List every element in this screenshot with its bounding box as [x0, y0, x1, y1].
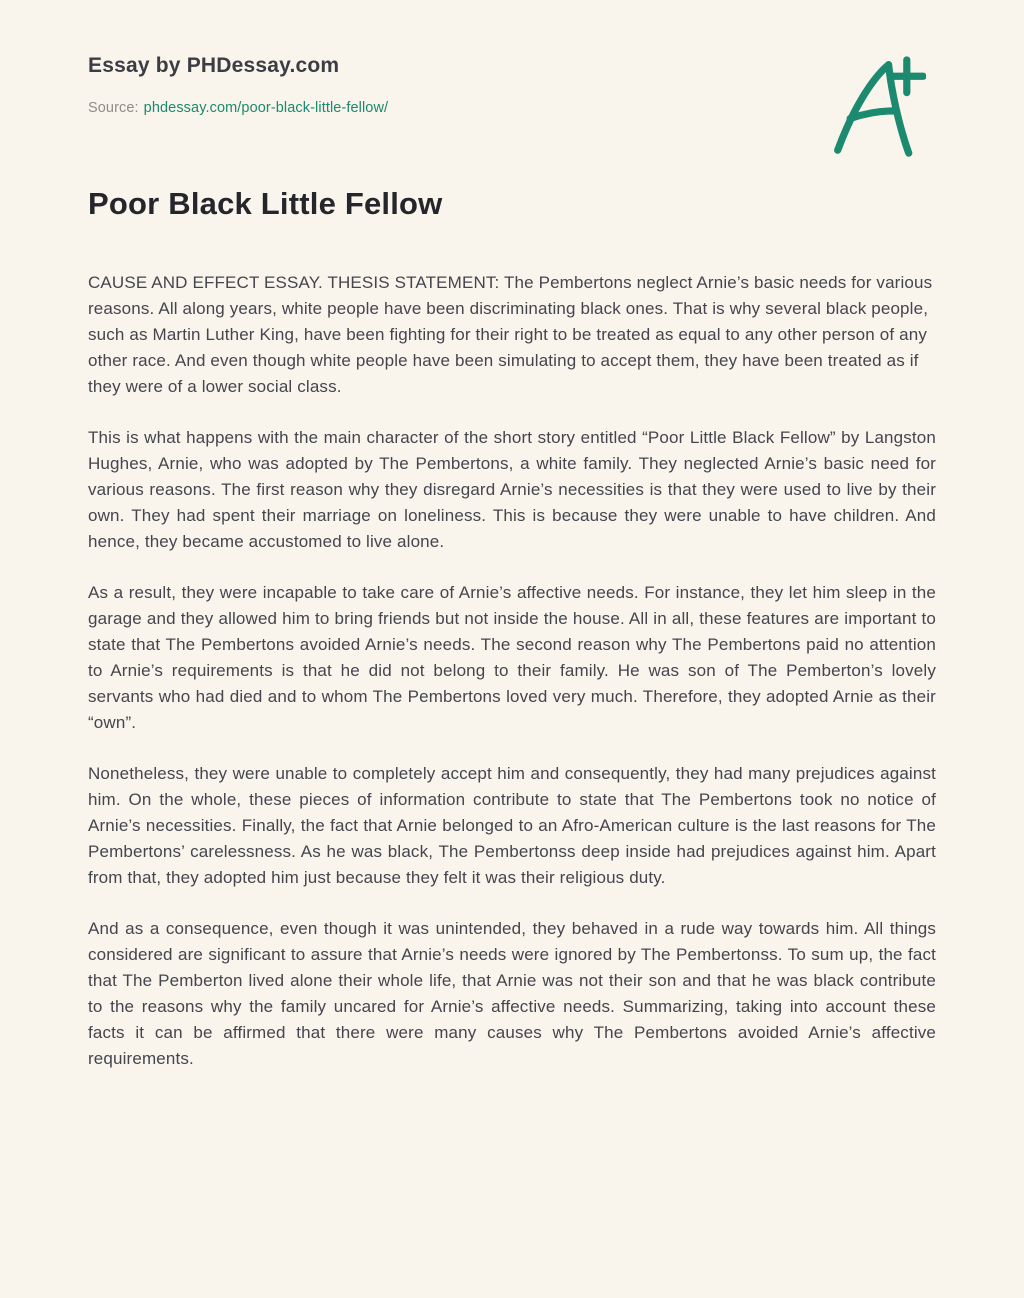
- source-line: [88, 100, 936, 116]
- essay-paragraph: This is what happens with the main character of the short story entitled “Poor Little Black Fellow” by Langston Hughes, Arnie, who was adopted by The Pembertons, a white family. They neglected Arnie’s basic need for various reasons. The first reason why they disregard Arnie’s necessities is that they were used to live by their own. They had spent their marriage on loneliness. This is because they were unable to have children. And hence, they became accustomed to live alone.: [88, 428, 936, 551]
- a-plus-logo-icon: [830, 56, 926, 158]
- essay-title: Poor Black Little Fellow: [88, 186, 443, 221]
- phdessay-logo[interactable]: [830, 56, 926, 158]
- essay-paragraph: As a result, they were incapable to take care of Arnie’s affective needs. For instance, they let him sleep in the garage and they allowed him to bring friends but not inside the house. All in all, these features are important to state that The Pembertons avoided Arnie’s needs. The second reason why The Pembertons paid no attention to Arnie’s requirements is that he did not belong to their family. He was son of The Pemberton’s lovely servants who had died and to whom The Pembertons loved very much. Therefore, they adopted Arnie as their “own”.: [88, 583, 936, 732]
- essay-body: [88, 270, 936, 1072]
- source-label: Source:: [88, 100, 139, 116]
- essay-paragraph: And as a consequence, even though it was unintended, they behaved in a rude way towards him. All things considered are significant to assure that Arnie’s needs were ignored by The Pembertonss. To sum up, the fact that The Pemberton lived alone their whole life, that Arnie was not their son and that he was black contribute to the reasons why the family uncared for Arnie’s affective needs. Summarizing, taking into account these facts it can be affirmed that there were many causes why The Pembertons avoided Arnie’s affective requirements.: [88, 919, 936, 1068]
- byline: Essay by PHDessay.com: [88, 54, 340, 77]
- source-link[interactable]: phdessay.com/poor-black-little-fellow/: [143, 100, 389, 116]
- page-header: [88, 54, 936, 116]
- essay-paragraph: Nonetheless, they were unable to completely accept him and consequently, they had many prejudices against him. On the whole, these pieces of information contribute to state that The Pembertons took no notice of Arnie’s necessities. Finally, the fact that Arnie belonged to an Afro-American culture is the last reasons for The Pembertons’ carelessness. As he was black, The Pembertonss deep inside had prejudices against him. Apart from that, they adopted him just because they felt it was their religious duty.: [88, 764, 936, 887]
- essay-paragraph: CAUSE AND EFFECT ESSAY. THESIS STATEMENT: The Pembertons neglect Arnie’s basic needs for various reasons. All along years, white people have been discriminating black ones. That is why several black people, such as Martin Luther King, have been fighting for their right to be treated as equal to any other person of any other race. And even though white people have been simulating to accept them, they have been treated as if they were of a lower social class.: [88, 273, 933, 396]
